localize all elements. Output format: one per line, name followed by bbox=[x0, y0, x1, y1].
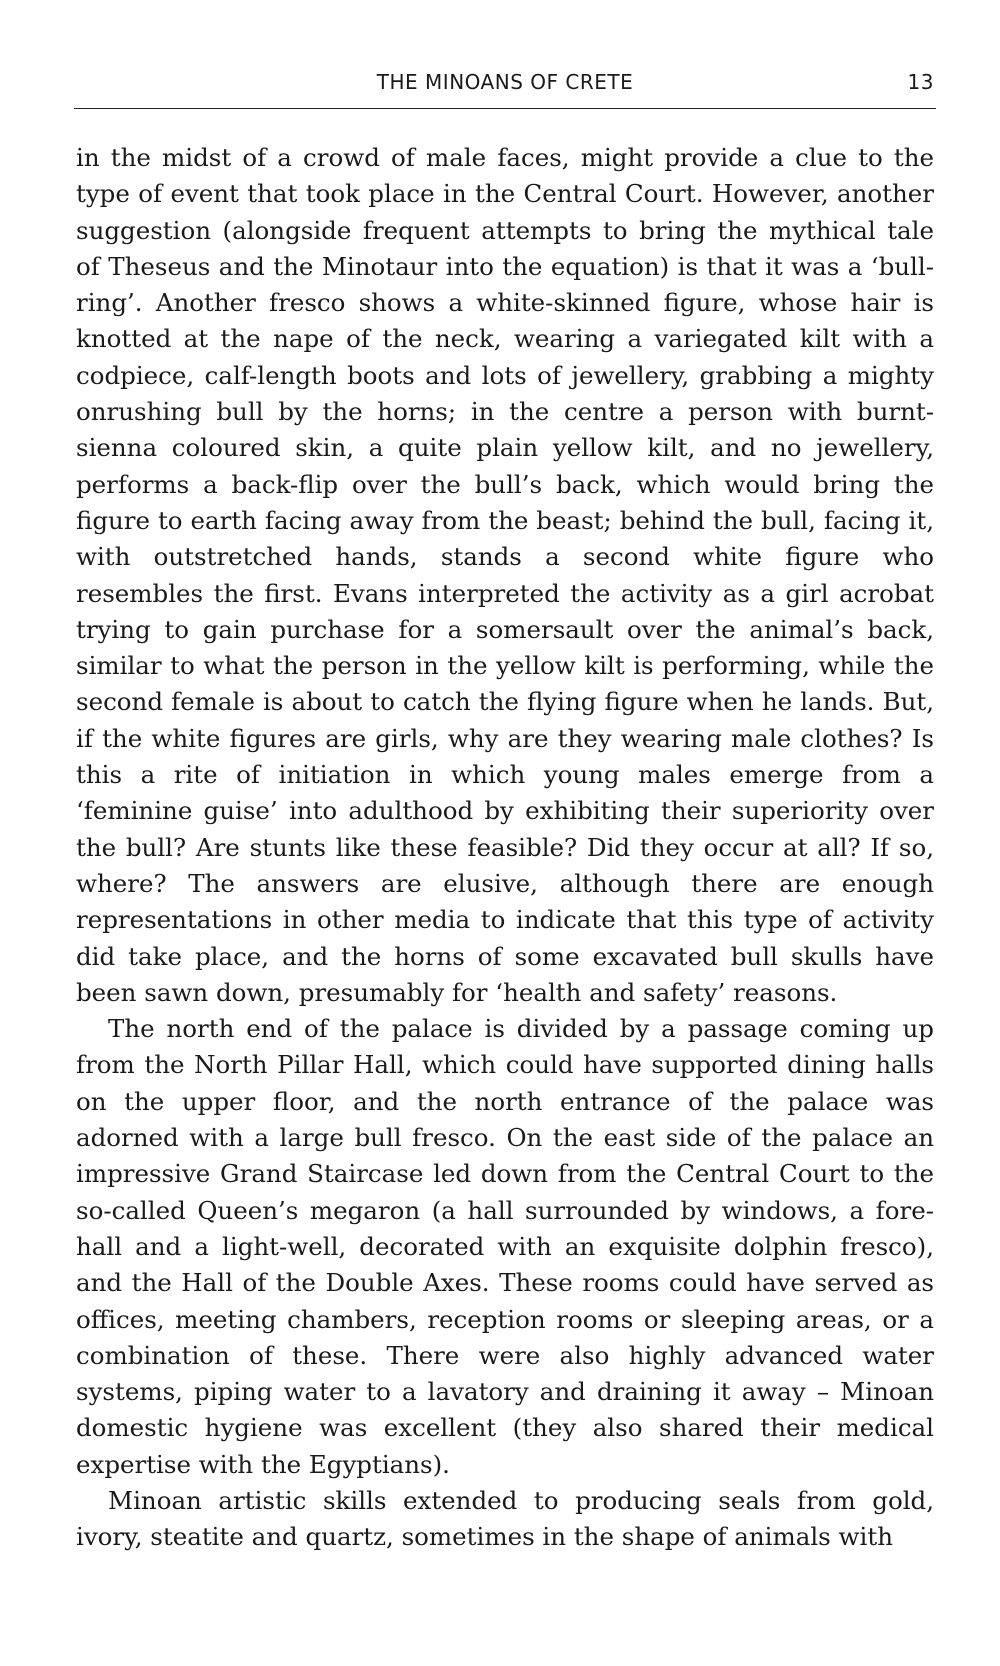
paragraph-continued: in the midst of a crowd of male faces, might provide a clue to the type of event that took place in the Central Court. However, another suggestion (alongside frequent attempts to bring the mythical tale of Theseus and the Minotaur into the equation) is that it was a ‘bull-ring’. Another fresco shows a white-skinned figure, whose hair is knotted at the nape of the neck, wearing a variegated kilt with a codpiece, calf-length boots and lots of jewellery, grabbing a mighty onrushing bull by the horns; in the centre a person with burnt-sienna coloured skin, a quite plain yellow kilt, and no jewellery, performs a back-flip over the bull’s back, which would bring the figure to earth facing away from the beast; behind the bull, facing it, with outstretched hands, stands a second white figure who resembles the first. Evans interpreted the activity as a girl acrobat trying to gain purchase for a somersault over the animal’s back, similar to what the person in the yellow kilt is performing, while the second female is about to catch the flying figure when he lands. But, if the white figures are girls, why are they wearing male clothes? Is this a rite of initiation in which young males emerge from a ‘feminine guise’ into adulthood by exhibiting their superiority over the bull? Are stunts like these feasible? Did they occur at all? If so, where? The answers are elusive, although there are enough representations in other media to indicate that this type of activity did take place, and the horns of some excavated bull skulls have been sawn down, presumably for ‘health and safety’ reasons. bbox=[76, 143, 934, 1007]
paragraph-artistic-skills: Minoan artistic skills extended to producing seals from gold, ivory, steatite and quartz, sometimes in the shape of animals with bbox=[76, 1485, 934, 1552]
running-title: THE MINOANS OF CRETE bbox=[376, 70, 634, 94]
body-text bbox=[76, 140, 934, 1556]
page-number: 13 bbox=[907, 70, 934, 94]
header-rule bbox=[74, 108, 936, 109]
paragraph-north-end: The north end of the palace is divided by a passage coming up from the North Pillar Hall, which could have supported dining halls on the upper floor, and the north entrance of the palace was adorned with a large bull fresco. On the east side of the palace an impressive Grand Staircase led down from the Central Court to the so-called Queen’s megaron (a hall surrounded by windows, a fore-hall and a light-well, decorated with an exquisite dolphin fresco), and the Hall of the Double Axes. These rooms could have served as offices, meeting chambers, reception rooms or sleeping areas, or a combination of these. There were also highly advanced water systems, piping water to a lavatory and draining it away – Minoan domestic hygiene was excellent (they also shared their medical expertise with the Egyptians). bbox=[76, 1014, 934, 1479]
running-head bbox=[76, 70, 934, 100]
